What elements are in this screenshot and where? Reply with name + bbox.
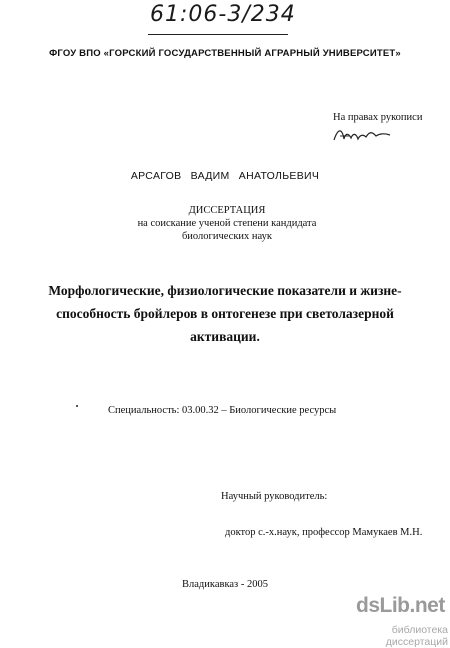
signature-scribble: [332, 126, 392, 146]
title-line-3: активации.: [190, 329, 260, 344]
advisor-name: доктор с.-х.наук, профессор Мамукаев М.Н.: [225, 527, 423, 538]
title-line-2: способность бройлеров в онтогенезе при светолазерной: [56, 306, 394, 321]
speciality: Специальность: 03.00.32 – Биологические ресурсы: [108, 405, 337, 416]
scan-speck: [76, 405, 78, 407]
city-year: Владикавказ - 2005: [182, 579, 268, 590]
logo-main-text: dsLib.net: [356, 594, 445, 617]
advisor-label: Научный руководитель:: [221, 491, 328, 502]
dslib-logo[interactable]: [330, 594, 448, 648]
author-name: АРСАГОВ ВАДИМ АНАТОЛЬЕВИЧ: [130, 170, 320, 182]
dissertation-block: [112, 204, 342, 243]
dissertation-type: ДИССЕРТАЦИЯ: [188, 205, 266, 216]
archive-code-underline: [148, 34, 288, 35]
degree-line-2: биологических наук: [181, 231, 273, 242]
logo-sub-text: библиотека диссертаций: [385, 624, 448, 648]
degree-line-1: на соискание ученой степени кандидата: [137, 218, 317, 229]
title-line-1: Морфологические, физиологические показатели и жизне-: [48, 283, 402, 298]
signature: [332, 126, 392, 151]
dissertation-title: [40, 279, 410, 348]
university-header: ФГОУ ВПО «ГОРСКИЙ ГОСУДАРСТВЕННЫЙ АГРАРНЫЙ УНИВЕРСИТЕТ»: [49, 48, 401, 59]
archive-code: 61:06-3/234: [150, 2, 296, 27]
rights-note: На правах рукописи: [333, 112, 423, 123]
